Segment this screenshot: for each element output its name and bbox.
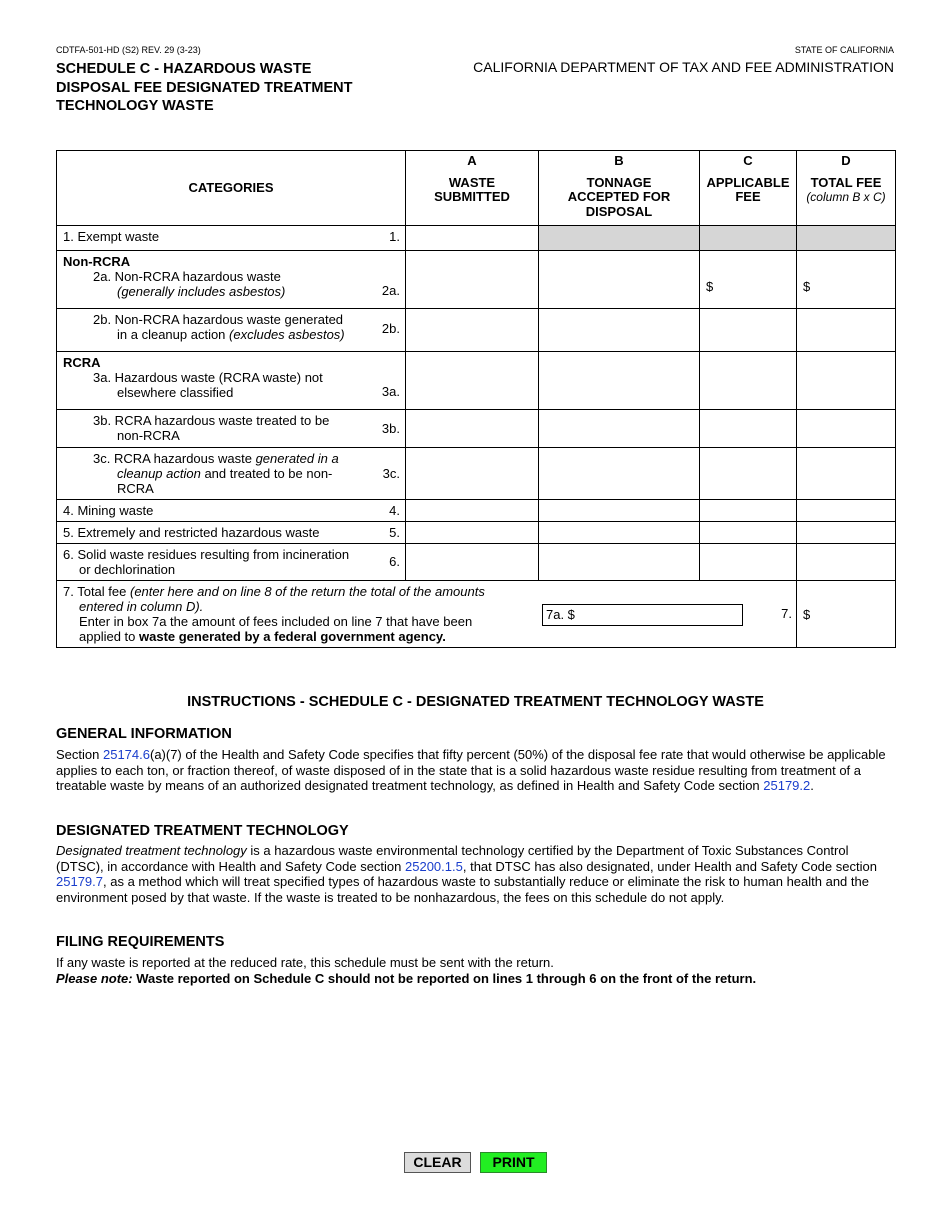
row-2b-text-2: in a cleanup action (117, 327, 230, 342)
table-row (57, 544, 896, 581)
categories-header: CATEGORIES (57, 151, 406, 226)
row-3b-text-2: non-RCRA (117, 428, 180, 443)
row-6-text-2: or dechlorination (79, 562, 176, 577)
general-text-3: . (810, 778, 814, 793)
row-7-text-1: 7. Total fee (63, 584, 130, 599)
column-b-letter: B (614, 153, 624, 168)
row-5-text: 5. Extremely and restricted hazardous waste (63, 525, 320, 540)
row-6-text-1: 6. Solid waste residues resulting from incineration (63, 547, 350, 562)
column-c-letter: C (743, 153, 753, 168)
table-row (57, 309, 896, 352)
row-3a-col-b-input[interactable] (539, 352, 700, 410)
designated-text-2: , that DTSC has also designated, under Health and Safety Code section (462, 858, 877, 874)
row-1-text: 1. Exempt waste (63, 229, 160, 244)
designated-technology-paragraph (56, 843, 895, 905)
column-b-label-3: DISPOSAL (585, 203, 653, 219)
row-4-label (57, 500, 406, 522)
link-25179-2[interactable]: 25179.2 (763, 778, 811, 793)
row-3c-col-b-input[interactable] (539, 448, 700, 500)
row-1-col-d-shaded (797, 226, 896, 251)
row-2b-text-2-wrap (63, 327, 399, 342)
column-b-label-1: TONNAGE (586, 174, 652, 190)
row-2a-text: 2a. Non-RCRA hazardous waste (93, 269, 281, 284)
row-3a-col-a-input[interactable] (406, 352, 539, 410)
column-c-label-1: APPLICABLE (706, 174, 790, 190)
row-3c-col-c-input[interactable] (700, 448, 797, 500)
row-3b-number: 3b. (381, 421, 400, 436)
row-6-number: 6. (389, 554, 400, 569)
row-3b-label (57, 410, 406, 448)
title-line-2: DISPOSAL FEE DESIGNATED TREATMENT (56, 79, 353, 96)
department-name: CALIFORNIA DEPARTMENT OF TAX AND FEE ADMINISTRATION (473, 59, 894, 75)
row-2a-col-b-input[interactable] (539, 251, 700, 309)
table-header-row (57, 151, 896, 226)
row-1-label (57, 226, 406, 251)
row-2a-col-a-input[interactable] (406, 251, 539, 309)
row-3c-text-3: RCRA (117, 481, 154, 496)
row-3b-text-1: 3b. RCRA hazardous waste treated to be (93, 413, 330, 428)
row-3c-number: 3c. (382, 466, 400, 481)
row-6-col-b-input[interactable] (539, 544, 700, 581)
row-3b-col-b-input[interactable] (539, 410, 700, 448)
column-d-sublabel: (column B x C) (806, 190, 886, 204)
row-2b-label (57, 309, 406, 352)
column-b-label-2: ACCEPTED FOR (567, 189, 671, 204)
column-d-header (797, 151, 896, 226)
column-b-header (539, 151, 700, 226)
schedule-title (56, 60, 416, 116)
row-4-col-a-input[interactable] (406, 500, 539, 522)
row-3a-text-1: 3a. Hazardous waste (RCRA waste) not (93, 370, 323, 385)
row-7-italic-2: entered in column D). (79, 599, 204, 614)
row-7-text-3: applied to (79, 629, 139, 644)
row-5-number: 5. (389, 525, 400, 540)
table-row (57, 448, 896, 500)
row-2a-label (57, 251, 406, 309)
schedule-table (56, 150, 896, 648)
column-d-letter: D (841, 153, 851, 168)
column-a-header (406, 151, 539, 226)
general-information-heading: GENERAL INFORMATION (56, 726, 232, 742)
row-3c-text-1: 3c. RCRA hazardous waste (93, 451, 256, 466)
row-3a-label (57, 352, 406, 410)
form-id: CDTFA-501-HD (S2) REV. 29 (3-23) (56, 45, 201, 55)
filing-line-1: If any waste is reported at the reduced rate, this schedule must be sent with the return. (56, 955, 554, 970)
row-2b-col-d-input[interactable] (797, 309, 896, 352)
title-line-3: TECHNOLOGY WASTE (56, 98, 214, 114)
filing-note-label: Please note: (56, 970, 133, 986)
filing-requirements-paragraph (56, 955, 895, 986)
link-25179-7[interactable]: 25179.7 (56, 874, 103, 889)
table-row (57, 500, 896, 522)
instructions-title: INSTRUCTIONS - SCHEDULE C - DESIGNATED TREATMENT TECHNOLOGY WASTE (187, 694, 764, 710)
table-row (57, 352, 896, 410)
column-c-header (700, 151, 797, 226)
row-6-col-d-input[interactable] (797, 544, 896, 581)
row-4-col-b-input[interactable] (539, 500, 700, 522)
box-7a-label: 7a. $ (546, 607, 575, 622)
row-2a-col-c-currency: $ (706, 279, 714, 294)
filing-note (56, 971, 895, 987)
row-7-col-d-currency: $ (803, 607, 811, 622)
table-row (57, 581, 896, 648)
row-6-col-a-input[interactable] (406, 544, 539, 581)
row-7-text-2: Enter in box 7a the amount of fees included on line 7 that have been (79, 614, 473, 629)
row-3c-line-2 (63, 466, 399, 481)
row-2b-col-c-input[interactable] (700, 309, 797, 352)
link-25174-6[interactable]: 25174.6 (102, 747, 150, 762)
row-6-label (57, 544, 406, 581)
row-3a-col-d-input[interactable] (797, 352, 896, 410)
row-7-label (57, 581, 797, 648)
row-2b-number: 2b. (381, 321, 400, 336)
row-3c-col-d-input[interactable] (797, 448, 896, 500)
row-3a-col-c-input[interactable] (700, 352, 797, 410)
row-3b-col-a-input[interactable] (406, 410, 539, 448)
non-rcra-heading: Non-RCRA (63, 254, 131, 269)
row-1-col-c-shaded (700, 226, 797, 251)
row-4-col-d-input[interactable] (797, 500, 896, 522)
row-7-bold: waste generated by a federal government agency. (139, 629, 446, 644)
row-2a-number: 2a. (381, 283, 400, 298)
row-3c-label (57, 448, 406, 500)
row-3c-italic-1: generated in a (255, 451, 339, 466)
table-row (57, 522, 896, 544)
general-information-paragraph (56, 747, 895, 794)
link-25200-1-5[interactable]: 25200.1.5 (405, 858, 463, 874)
filing-note-text: Waste reported on Schedule C should not be reported on lines 1 through 6 on the front of the return. (132, 970, 757, 986)
row-3a-text-2: elsewhere classified (117, 385, 234, 400)
row-7-line-1 (63, 584, 533, 599)
row-5-col-c-input[interactable] (700, 522, 797, 544)
row-7-italic-1: (enter here and on line 8 of the return the total of the amounts (129, 584, 485, 599)
general-text-1: Section (56, 747, 103, 762)
row-3b-col-c-input[interactable] (700, 410, 797, 448)
row-2b-italic: (excludes asbestos) (229, 327, 345, 342)
rcra-heading: RCRA (63, 355, 101, 370)
column-c-label-2: FEE (735, 189, 761, 204)
row-5-col-a-input[interactable] (406, 522, 539, 544)
column-d-label: TOTAL FEE (810, 174, 882, 190)
row-2b-text-1: 2b. Non-RCRA hazardous waste generated (93, 312, 344, 327)
row-3c-col-a-input[interactable] (406, 448, 539, 500)
designated-technology-heading: DESIGNATED TREATMENT TECHNOLOGY (56, 823, 349, 839)
row-3c-text-2: and treated to be non- (200, 466, 333, 481)
row-2a-col-d-input[interactable] (797, 251, 896, 309)
row-7-col-d-input[interactable] (797, 581, 896, 648)
clear-button[interactable]: CLEAR (404, 1152, 471, 1173)
row-2a-italic: (generally includes asbestos) (117, 284, 286, 299)
column-a-letter: A (467, 153, 477, 168)
row-3c-italic-2: cleanup action (117, 466, 201, 481)
row-7-line-4 (63, 629, 790, 644)
title-line-1: SCHEDULE C - HAZARDOUS WASTE (56, 61, 312, 77)
row-5-col-b-input[interactable] (539, 522, 700, 544)
column-a-label-2: SUBMITTED (434, 189, 510, 204)
row-7-number: 7. (781, 606, 792, 621)
row-2b-col-a-input[interactable] (406, 309, 539, 352)
box-7a-input[interactable] (542, 604, 743, 626)
row-6-col-c-input[interactable] (700, 544, 797, 581)
row-2b-col-b-input[interactable] (539, 309, 700, 352)
row-1-col-b-shaded (539, 226, 700, 251)
column-a-label-1: WASTE (448, 174, 496, 190)
row-2a-col-d-currency: $ (803, 279, 811, 294)
general-text-2: (a)(7) of the Health and Safety Code specifies that fifty percent (50%) of the disposal fee rate that would otherwise be applicable applies to each ton, or fraction thereof, of waste disposed of in the state that is a solid hazardous waste residue resulting from treatment of a treatable waste by means of an authorized designated treatment technology, as defined in Health and Safety Code section (56, 747, 886, 793)
row-3c-line-1 (63, 451, 399, 466)
row-1-number: 1. (389, 229, 400, 244)
designated-text-3: , as a method which will treat specified types of hazardous waste to substantially reduce or eliminate the risk to human health and the environment posed by that waste. If the waste is treated to be nonhazardous, the fees on this schedule do not apply. (56, 874, 869, 905)
table-row (57, 410, 896, 448)
designated-italic: Designated treatment technology (56, 843, 247, 858)
row-5-col-d-input[interactable] (797, 522, 896, 544)
row-4-col-c-input[interactable] (700, 500, 797, 522)
print-button[interactable]: PRINT (480, 1152, 547, 1173)
table-row (57, 251, 896, 309)
filing-requirements-heading: FILING REQUIREMENTS (56, 934, 225, 950)
row-4-number: 4. (389, 503, 400, 518)
table-row (57, 226, 896, 251)
row-2a-col-c-input[interactable] (700, 251, 797, 309)
state-label: STATE OF CALIFORNIA (794, 45, 894, 55)
designated-text-1: is a hazardous waste environmental technology certified by the Department of Toxic Substances Control (DTSC), in accordance with Health and Safety Code section (56, 843, 849, 874)
row-3a-number: 3a. (381, 384, 400, 399)
row-5-label (57, 522, 406, 544)
row-4-text: 4. Mining waste (63, 503, 154, 518)
row-1-col-a-input[interactable] (406, 226, 539, 251)
row-3b-col-d-input[interactable] (797, 410, 896, 448)
